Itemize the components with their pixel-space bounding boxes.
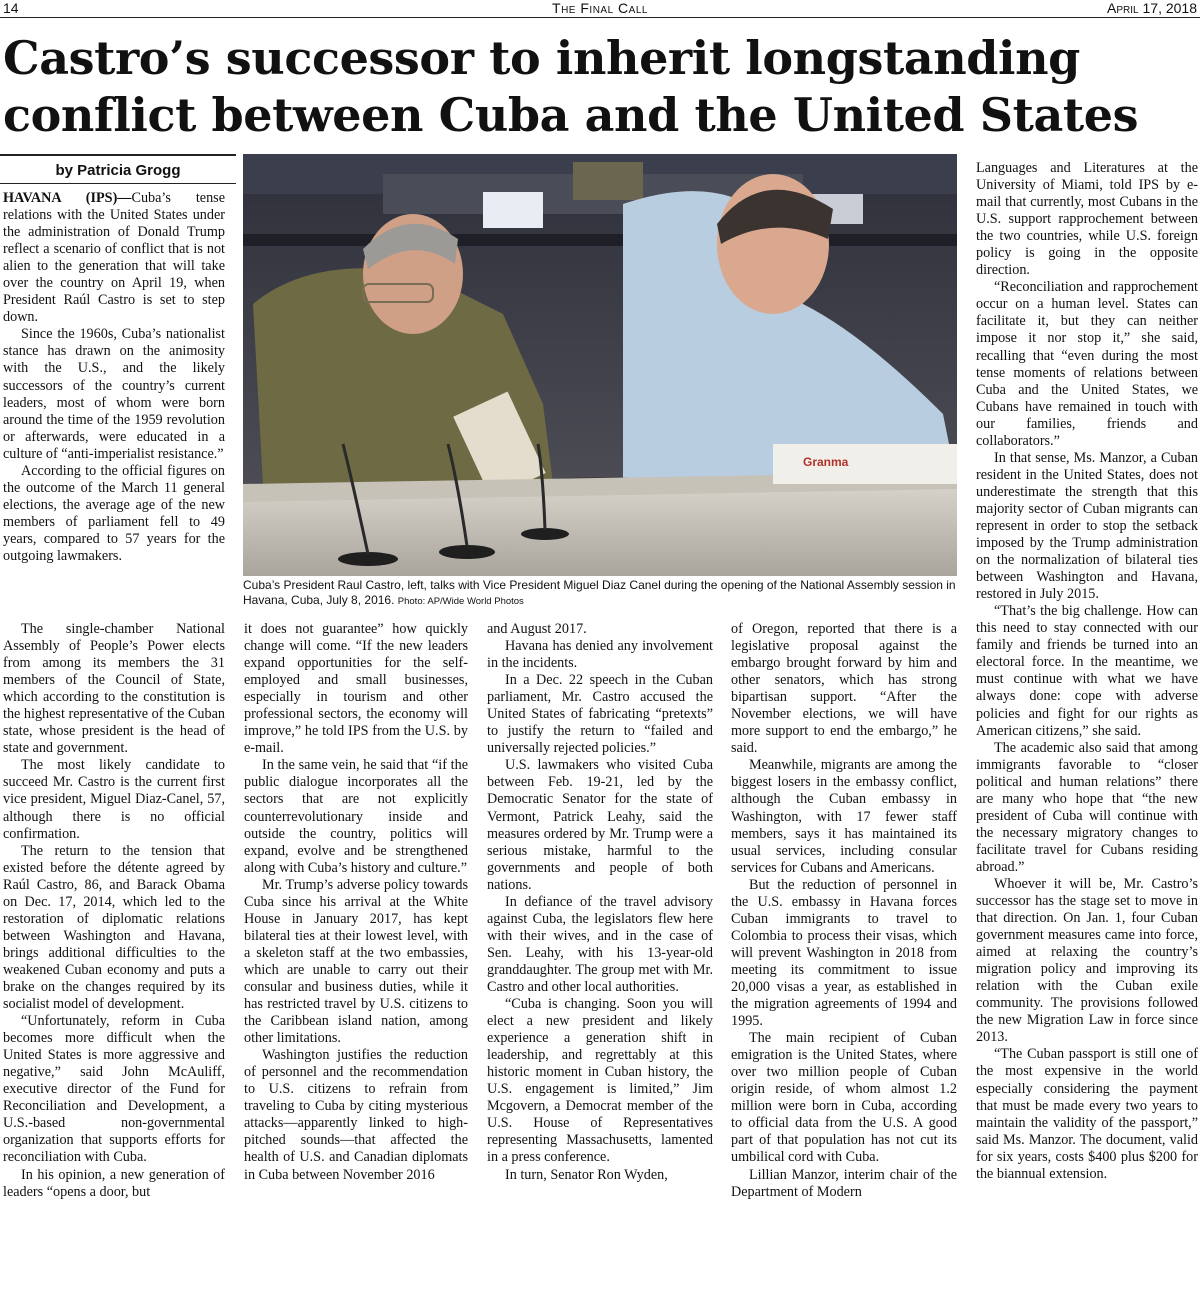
paragraph: and August 2017. bbox=[487, 621, 587, 637]
paragraph: “Reconciliation and rapprochement occur on a human level. States can facilitate it, but they can neither impose it nor stop it,” she said, recalling that “even during the most tense moments of relations between Cuba and the United States, we Cubans have remained in touch with our families, friends and collaborators.” bbox=[976, 279, 1198, 449]
paragraph: In that sense, Ms. Manzor, a Cuban resident in the United States, does not underestimate the strength that this majority sector of Cuban migrants can represent in order to stop the setback imposed by the Trump administration on the normalization of bilateral ties between Washington and Havana, restored in July 2015. bbox=[976, 449, 1198, 603]
paragraph: Havana has denied any involvement in the incidents. bbox=[487, 638, 713, 672]
paragraph: Whoever it will be, Mr. Castro’s successor has the stage set to move in that direction. On Jan. 1, four Cuban government measures came into force, aimed at relaxing the country’s migration policy and improving its relation with the Cuban exile community. The provisions followed the new Migration Law in force since 2013. bbox=[976, 875, 1198, 1046]
page-header bbox=[0, 0, 1200, 18]
paragraph: Cuba’s tense relations with the United States under the administration of Donald Trump reflect a scenario of conflict that is not alien to the generation that will take over the country on April 19, when President Raúl Castro is set to step down. bbox=[3, 190, 225, 326]
paragraph: In defiance of the travel advisory against Cuba, the legislators flew here with their wives, and in the case of Sen. Leahy, with his 13-year-old granddaughter. The group met with Mr. Castro and other local authorities. bbox=[487, 893, 713, 995]
article-column-1-bottom bbox=[3, 621, 225, 1297]
paragraph: In the same vein, he said that “if the public dialogue incorporates all the sectors that are not explicitly counterrevolutionary inside and outside the country, politics will expand, evolve and be strengthened along with Cuba’s history and culture.” bbox=[244, 757, 468, 876]
paragraph: it does not guarantee” how quickly change will come. “If the new leaders expand opportunities for the self-employed and small businesses, especially in tourism and other professional sectors, the economy will improve,” he told IPS from the U.S. by e-mail. bbox=[244, 621, 468, 757]
paragraph: Languages and Literatures at the University of Miami, told IPS by e-mail that currently, most Cubans in the U.S. support rapprochement between the two countries, while U.S. foreign policy is going in the opposite direction. bbox=[976, 160, 1198, 279]
paragraph: Meanwhile, migrants are among the biggest losers in the embassy conflict, although the Cuban embassy in Washington, with 17 fewer staff members, says it has maintained its usual services, including consular services for Cubans and Americans. bbox=[731, 757, 957, 876]
paragraph: of Oregon, reported that there is a legislative proposal against the embargo brought forward by him and other senators, which has strong bipartisan support. “After the November elections, we will have more support to end the embargo,” he said. bbox=[731, 621, 957, 757]
paragraph: “That’s the big challenge. How can this need to stay connected with our family and friends be turned into an electoral force. In the meantime, we must continue with what we have always done: cope with adverse policies and fight for our rights as American citizens,” she said. bbox=[976, 603, 1198, 739]
article-column-2 bbox=[244, 621, 468, 1297]
article-lead-paragraph bbox=[3, 190, 225, 326]
article-column-4 bbox=[731, 621, 957, 1297]
article-column-5 bbox=[976, 160, 1198, 1297]
paragraph: According to the official figures on the outcome of the March 11 general elections, the average age of the new members of parliament fell to 49 years, compared to 57 years for the outgoing lawmakers. bbox=[3, 462, 225, 564]
masthead: The Final Call bbox=[552, 0, 648, 16]
page-number: 14 bbox=[3, 0, 19, 16]
article-column-3 bbox=[487, 621, 713, 1297]
paragraph: The most likely candidate to succeed Mr. Castro is the current first vice president, Miguel Diaz-Canel, 57, although there is no official confirmation. bbox=[3, 757, 225, 842]
paragraph: The single-chamber National Assembly of People’s Power elects from among its members the 31 members of the Council of State, which according to the constitution is the highest representative of the Cuban state, whose president is the head of state and government. bbox=[3, 621, 225, 757]
headline: Castro’s successor to inherit longstanding conflict between Cuba and the United States bbox=[3, 31, 1139, 142]
paragraph: “The Cuban passport is still one of the most expensive in the world especially considering the payment that must be made every two years to maintain the validity of the passport,” said Ms. Manzor. The document, valid for six years, costs $400 plus $200 for the biannual extension. bbox=[976, 1046, 1198, 1182]
paragraph: In a Dec. 22 speech in the Cuban parliament, Mr. Castro accused the United States of fabricating “pretexts” to justify the return to “failed and universally rejected policies.” bbox=[487, 672, 713, 757]
paragraph: Since the 1960s, Cuba’s nationalist stance has drawn on the animosity with the U.S., and the likely successors of the country’s current leaders, most of whom were born around the time of the 1959 revolution or afterwards, were educated in a culture of “anti-imperialist resistance.” bbox=[3, 326, 225, 462]
byline: by Patricia Grogg bbox=[0, 154, 236, 184]
paragraph: The academic also said that among immigrants favorable to “closer political and human relations” there are many who hope that “the new president of Cuba will continue with the necessary migratory changes to facilitate travel for Cubans residing abroad.” bbox=[976, 739, 1198, 875]
paragraph: U.S. lawmakers who visited Cuba between Feb. 19-21, led by the Democratic Senator for the state of Vermont, Patrick Leahy, said the measures ordered by Mr. Trump were a serious mistake, harmful to the governments and people of both nations. bbox=[487, 757, 713, 893]
paragraph: The return to the tension that existed before the détente agreed by Raúl Castro, 86, and Barack Obama on Dec. 17, 2014, which led to the restoration of diplomatic relations between Washington and Havana, brings additional difficulties to the weakened Cuban economy and puts a brake on the changes required by its socialist model of development. bbox=[3, 842, 225, 1013]
photo-caption bbox=[243, 578, 957, 609]
news-photo bbox=[243, 154, 957, 576]
paragraph: In turn, Senator Ron Wyden, bbox=[505, 1166, 668, 1183]
photo-illustration bbox=[243, 154, 957, 576]
dateline: HAVANA (IPS)— bbox=[3, 190, 132, 206]
paragraph: But the reduction of personnel in the U.S. embassy in Havana forces Cuban immigrants to travel to Colombia to process their visas, which will prevent Washington in 2018 from meeting its commitment to issue 20,000 visas a year, as established in the migration agreements of 1994 and 1995. bbox=[731, 876, 957, 1030]
newspaper-masthead-text: Granma bbox=[803, 455, 849, 469]
paragraph: Lillian Manzor, interim chair of the Department of Modern bbox=[731, 1166, 957, 1200]
article-column-1-top bbox=[3, 190, 225, 620]
caption-text: Cuba’s President Raul Castro, left, talks with Vice President Miguel Diaz Canel during the opening of the National Assembly session in Havana, Cuba, July 8, 2016. bbox=[243, 578, 956, 607]
paragraph: “Cuba is changing. Soon you will elect a new president and likely experience a generation shift in leadership, and regrettably at this historic moment in Cuban history, the U.S. engagement is limited,” Jim Mcgovern, a Democrat member of the U.S. House of Representatives representing Massachusetts, lamented in a press conference. bbox=[487, 996, 713, 1166]
paragraph: The main recipient of Cuban emigration is the United States, where over two million people of Cuban origin reside, of whom almost 1.2 million were born in Cuba, according to official data from the U.S. A good part of that population has not cut its umbilical cord with Cuba. bbox=[731, 1030, 957, 1166]
paragraph: Washington justifies the reduction of personnel and the recommendation to U.S. citizens to refrain from traveling to Cuba by citing mysterious attacks—apparently linked to high-pitched sounds—that affected the health of U.S. and Canadian diplomats in Cuba between November 2016 bbox=[244, 1047, 468, 1183]
paragraph: In his opinion, a new generation of leaders “opens a door, but bbox=[3, 1166, 225, 1200]
paragraph: Mr. Trump’s adverse policy towards Cuba since his arrival at the White House in January 2017, has kept bilateral ties at their lowest level, with a skeleton staff at the two embassies, which are unable to carry out their consular and business duties, while it has restricted travel by U.S. citizens to the Caribbean island nation, among other limitations. bbox=[244, 876, 468, 1047]
issue-date: April 17, 2018 bbox=[1107, 0, 1197, 16]
photo-credit: Photo: AP/Wide World Photos bbox=[397, 596, 524, 607]
paragraph: “Unfortunately, reform in Cuba becomes more difficult when the United States is more aggressive and negative,” said John McAuliff, executive director of the Fund for Reconciliation and Development, a U.S.-based non-governmental organization that supports efforts for reconciliation with Cuba. bbox=[3, 1013, 225, 1166]
